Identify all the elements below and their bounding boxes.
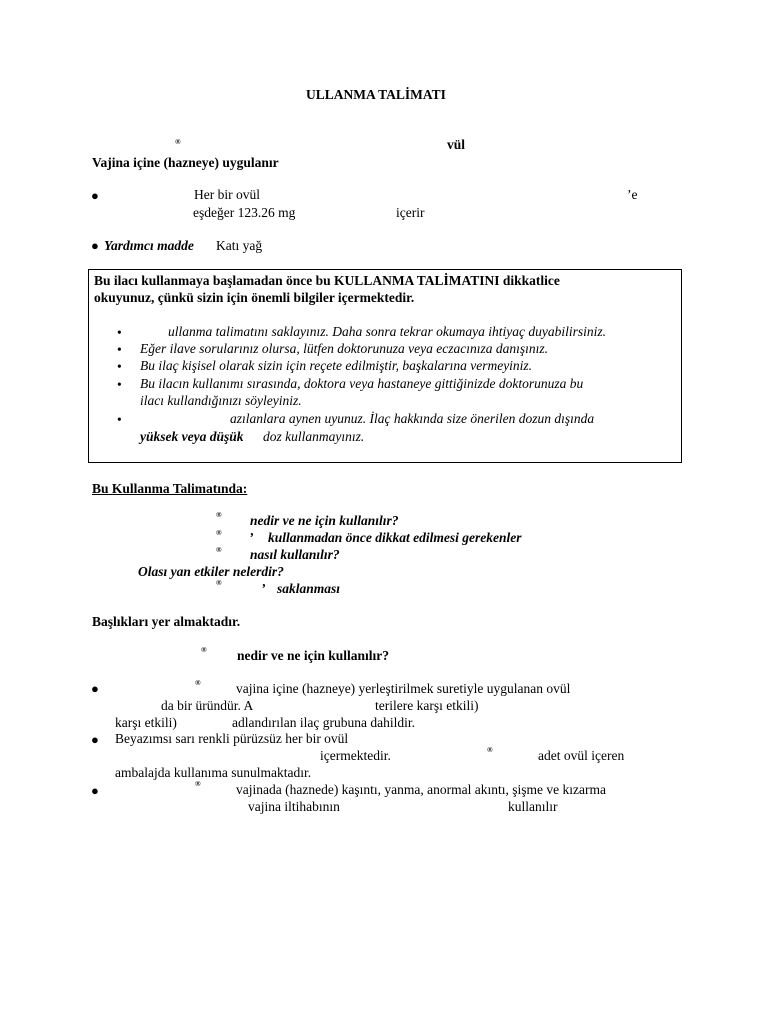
composition-amount: eşdeğer 123.26 mg (193, 205, 296, 220)
bullet-small: • (117, 359, 122, 374)
excipient-value: Katı yağ (216, 238, 263, 253)
composition-line1-end: ’e (627, 187, 638, 202)
toc-item-how-to-use: nasıl kullanılır? (250, 547, 340, 562)
registered-mark: ® (216, 510, 222, 519)
registered-mark: ® (201, 645, 207, 654)
warning-item-dose-line1: azılanlara aynen uyunuz. İlaç hakkında size önerilen dozun dışında (230, 411, 595, 426)
toc-apostrophe: ’ (261, 581, 266, 596)
section1-p3-line1: vajinada (haznede) kaşıntı, yanma, anormal akıntı, şişme ve kızarma (236, 782, 606, 797)
section1-p1-line2b: terilere karşı etkili) (375, 698, 479, 713)
registered-mark: ® (216, 578, 222, 587)
bullet-dot: ● (91, 783, 99, 798)
composition-contains: içerir (396, 205, 425, 220)
bullet-dot: ● (91, 188, 99, 203)
section1-p1-line3a: karşı etkili) (115, 715, 177, 730)
toc-heading: Bu Kullanma Talimatında: (92, 481, 248, 496)
dosage-form-fragment: vül (447, 137, 466, 152)
section1-p3-line2b: kullanılır (508, 799, 558, 814)
section1-p1-line2a: da bir üründür. A (161, 698, 254, 713)
composition-line1: Her bir ovül (194, 187, 260, 202)
warning-item-dose-rest: doz kullanmayınız. (263, 429, 365, 444)
bullet-small: • (117, 325, 122, 340)
section1-p1-line1: vajina içine (hazneye) yerleştirilmek suretiyle uygulanan ovül (236, 681, 571, 696)
bullet-small: • (117, 377, 122, 392)
route-of-administration: Vajina içine (hazneye) uygulanır (92, 155, 279, 170)
bullet-dot: ● (91, 732, 99, 747)
warning-heading-line1: Bu ilacı kullanmaya başlamadan önce bu KULLANMA TALİMATINI dikkatlice (94, 273, 560, 288)
toc-item-precautions: kullanmadan önce dikkat edilmesi gerekenler (268, 530, 522, 545)
registered-mark: ® (216, 528, 222, 537)
registered-mark: ® (175, 137, 181, 146)
section1-p2-line2a: içermektedir. (320, 748, 391, 763)
page-title: ULLANMA TALİMATI (306, 87, 446, 102)
section1-p3-line2a: vajina iltihabının (248, 799, 340, 814)
section1-p2-line2b: adet ovül içeren (538, 748, 625, 763)
bullet-small: • (117, 412, 122, 427)
warning-item-tell-doctor-line1: Bu ilacın kullanımı sırasında, doktora veya hastaneye gittiğinizde doktorunuza bu (140, 376, 584, 391)
warning-item-questions: Eğer ilave sorularınız olursa, lütfen doktorunuza veya eczacınıza danışınız. (140, 341, 548, 356)
warning-heading-line2: okuyunuz, çünkü sizin için önemli bilgiler içermektedir. (94, 290, 415, 305)
registered-mark: ® (195, 779, 201, 788)
section1-p2-line3: ambalajda kullanıma sunulmaktadır. (115, 765, 312, 780)
section1-p1-line3b: adlandırılan ilaç grubuna dahildir. (232, 715, 415, 730)
section1-p2-line1: Beyazımsı sarı renkli pürüzsüz her bir ovül (115, 731, 349, 746)
warning-item-tell-doctor-line2: ilacı kullandığınızı söyleyiniz. (140, 393, 302, 408)
toc-footer: Başlıkları yer almaktadır. (92, 614, 241, 629)
warning-item-personal: Bu ilaç kişisel olarak sizin için reçete edilmiştir, başkalarına vermeyiniz. (140, 358, 533, 373)
toc-item-side-effects: Olası yan etkiler nelerdir? (138, 564, 284, 579)
excipient-label: Yardımcı madde (104, 238, 194, 253)
section1-heading: nedir ve ne için kullanılır? (237, 648, 390, 663)
toc-item-storage: saklanması (277, 581, 341, 596)
bullet-small: • (117, 342, 122, 357)
registered-mark: ® (195, 678, 201, 687)
warning-item-dose-emphasis: yüksek veya düşük (140, 429, 244, 444)
toc-apostrophe: ’ (249, 530, 254, 545)
bullet-dot: ● (91, 238, 99, 253)
warning-item-keep: ullanma talimatını saklayınız. Daha sonra tekrar okumaya ihtiyaç duyabilirsiniz. (168, 324, 606, 339)
registered-mark: ® (216, 545, 222, 554)
bullet-dot: ● (91, 681, 99, 696)
toc-item-what-is: nedir ve ne için kullanılır? (250, 513, 399, 528)
registered-mark: ® (487, 745, 493, 754)
